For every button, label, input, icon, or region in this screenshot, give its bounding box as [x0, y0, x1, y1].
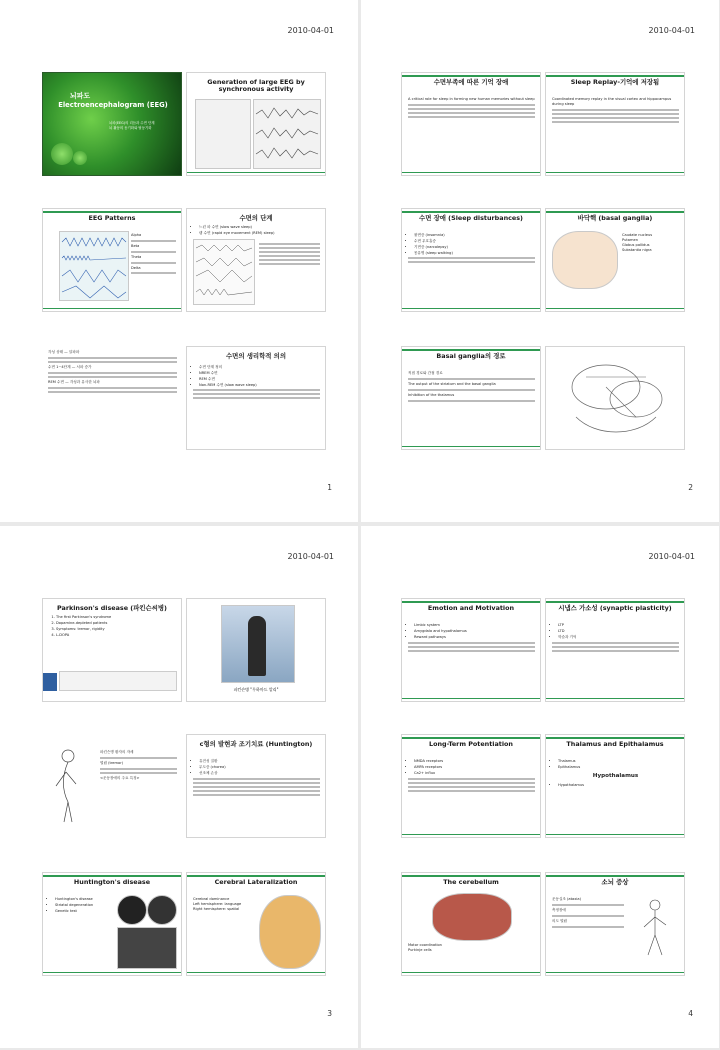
bullet: • Ca2+ influx — [414, 771, 535, 776]
bullet: Right hemisphere: spatial — [193, 906, 240, 911]
slide-bullets — [193, 365, 320, 401]
neuron-figure — [195, 99, 251, 169]
bullet: Beta — [131, 243, 140, 248]
slide-bullets — [49, 615, 176, 638]
bullet: 4. L-DOPA — [56, 633, 176, 638]
slide-title: Parkinson's disease (파킨슨씨병) — [57, 604, 167, 612]
slide-title: Emotion and Motivation — [427, 604, 515, 612]
slide-synaptic-plasticity — [545, 598, 685, 702]
basal-ganglia-figure — [552, 231, 618, 289]
slide-eeg-title — [42, 72, 182, 176]
slide-sleep-replay — [545, 72, 685, 176]
slide-sleep-disturbances — [401, 208, 541, 312]
page-number: 3 — [327, 1009, 332, 1018]
slide-huntingtons — [42, 872, 182, 976]
slide-title: Basal ganglia의 경로 — [436, 352, 506, 360]
bullet: Motor coordination — [408, 943, 442, 947]
eeg-pattern-waves — [60, 232, 128, 300]
slide-bullets — [193, 897, 255, 912]
slide-title: 소뇌 증상 — [601, 878, 629, 886]
handout-page-1 — [0, 0, 358, 522]
bullet: • Epithalamus — [558, 765, 679, 770]
bullet: Theta — [131, 254, 142, 259]
bullet: Coordinated memory replay in the visual cortex and hippocampus during sleep — [552, 97, 672, 106]
bullet: • Reward pathways — [414, 635, 535, 640]
photo-image — [221, 605, 295, 683]
slide-title: 수면의 생리학적 의의 — [225, 352, 286, 360]
slide-pathway-diagram — [545, 346, 685, 450]
bullet: • 기면증 (narcolepsy) — [414, 245, 535, 250]
bullet: • Striatal degeneration — [55, 903, 111, 908]
slide-title: Huntington's disease — [73, 878, 151, 886]
slide-title: 수면 장애 (Sleep disturbances) — [419, 214, 523, 222]
slide-huntington-early — [186, 734, 326, 838]
posture-figure-icon — [48, 746, 88, 826]
slide-bullets — [622, 233, 679, 252]
slide-bullets — [193, 225, 320, 237]
bullet: Delta — [131, 265, 141, 270]
slide-title: 뇌파도 — [69, 92, 91, 100]
bullet: 운동실조 (ataxia) — [552, 897, 581, 901]
slide-thalamus — [545, 734, 685, 838]
slide-parkinsons — [42, 598, 182, 702]
bullet: 파킨슨병 환자의 자세 — [100, 750, 134, 754]
bullet: • Genetic test — [55, 909, 111, 914]
bullet: Purkinje cells — [408, 947, 432, 952]
slide-bullets — [552, 623, 679, 654]
bullet: • REM 수면 — [199, 377, 320, 382]
bullet: • Limbic system — [414, 623, 535, 628]
bullet: 뇌파(EEG)의 리듬과 수면 단계 — [109, 121, 155, 125]
slide-title: c형의 발현과 조기치료 (Huntington) — [199, 740, 313, 748]
sleep-wave-figure — [193, 239, 255, 305]
slide-sleep-notes — [42, 346, 182, 450]
bullet: 3. Symptoms: tremor, rigidity — [56, 627, 176, 632]
page-date: 2010-04-01 — [648, 26, 695, 35]
slide-bullets — [552, 97, 679, 125]
brain-scan-2 — [147, 895, 177, 925]
slide-basal-ganglia-pathways — [401, 346, 541, 450]
bullet: • 무도증 (chorea) — [199, 765, 320, 770]
bullet: 각성 상태 — 알파파 — [48, 350, 80, 354]
bullet: • 학습과 기억 — [558, 635, 679, 640]
bullet: • 불면증 (insomnia) — [414, 233, 535, 238]
slide-bullets — [100, 750, 177, 781]
slide-cerebral-lateralization — [186, 872, 326, 976]
slide-basal-ganglia — [545, 208, 685, 312]
page-date: 2010-04-01 — [287, 26, 334, 35]
bullet: 1. The first Parkinson's syndrome — [56, 615, 176, 620]
page-number: 1 — [327, 483, 332, 492]
brain-scan-3 — [117, 927, 177, 969]
gait-figure-strip — [59, 671, 177, 691]
bullet: Cerebral dominance — [193, 897, 230, 901]
slide-emotion-motivation — [401, 598, 541, 702]
slide-bullets — [552, 897, 624, 930]
slide-large-eeg — [186, 72, 326, 176]
bullet: Inhibition of the thalamus — [408, 392, 455, 397]
bullet: • 몽유병 (sleep walking) — [414, 251, 535, 256]
handout-page-2 — [361, 0, 719, 522]
slide-eeg-patterns — [42, 208, 182, 312]
slide-title: Generation of large EEG by synchronous activity — [207, 78, 305, 94]
bullet: • NMDA receptors — [414, 759, 535, 764]
bullet: • 렘 수면 (rapid eye movement (REM) sleep) — [199, 231, 320, 236]
slide-bullets — [408, 943, 535, 953]
eeg-chart — [59, 231, 129, 301]
slide-title: Long-Term Potentiation — [429, 740, 513, 748]
slide-title: 바닥핵 (basal ganglia) — [577, 214, 653, 222]
bullet: 의도 떨림 — [552, 918, 568, 923]
slide-parkinson-posture — [42, 734, 182, 838]
handout-page-4 — [361, 526, 719, 1048]
slide-cerebellum — [401, 872, 541, 976]
eeg-waves-icon — [254, 100, 320, 168]
bullet: • Non-REM 수면 (slow wave sleep) — [199, 383, 320, 388]
bullet: • AMPA receptors — [414, 765, 535, 770]
bullet: 뇌 활동의 동기화와 탈동기화 — [109, 125, 152, 130]
bullet: • LTD — [558, 629, 679, 634]
slide-title: 수면부족에 따른 기억 장애 — [433, 78, 509, 86]
brain-hemispheres-figure — [259, 895, 321, 969]
side-label-box — [43, 673, 57, 691]
bullet: • Huntington's disease — [55, 897, 111, 902]
bullet: • NREM 수면 — [199, 371, 320, 376]
slide-title: Thalamus and Epithalamus — [566, 740, 664, 748]
bullet: • Hypothalamus — [558, 783, 679, 788]
bullet: Globus pallidus — [622, 242, 650, 247]
bullet: • Amygdala and hypothalamus — [414, 629, 535, 634]
handout-page-3 — [0, 526, 358, 1048]
bullet: • Thalamus — [558, 759, 679, 764]
bullet: • LTP — [558, 623, 679, 628]
bullet: REM 수면 — 각성과 유사한 뇌파 — [48, 379, 100, 384]
bullet: 2. Dopamine-depleted patients — [56, 621, 176, 626]
slide-bullets — [408, 97, 535, 120]
slide-bullets — [408, 623, 535, 654]
slide-subtitle: Electroencephalogram (EEG) — [58, 101, 168, 109]
bullet: Left hemisphere: language — [193, 901, 242, 906]
bullet: Substantia nigra — [622, 247, 652, 252]
slide-bullets — [131, 233, 176, 276]
slide-cerebellar-symptoms — [545, 872, 685, 976]
slide-bullets — [552, 759, 679, 789]
bullet: <운동장애의 주요 특징> — [100, 775, 140, 780]
bullet: Caudate nucleus — [622, 233, 653, 237]
bullet: 직접 경로와 간접 경로 — [408, 371, 443, 375]
slide-title: 수면의 단계 — [239, 214, 273, 222]
slide-title: EEG Patterns — [88, 214, 136, 222]
bullet: 수면 1~4단계 — 서파 증가 — [48, 364, 92, 369]
slide-ali-photo — [186, 598, 326, 702]
slide-title: Cerebral Lateralization — [214, 878, 298, 886]
bullet: Alpha — [131, 233, 142, 237]
bullet: • 느린 파 수면 (slow wave sleep) — [199, 225, 320, 230]
slide-bullets — [48, 350, 177, 395]
slide-title: Sleep Replay-기억에 저장됨 — [570, 78, 660, 86]
slide-sleep-physiology — [186, 346, 326, 450]
page-number: 2 — [688, 483, 693, 492]
bullet: • 선조체 손상 — [199, 771, 320, 776]
bullet: • 수면 단계 정의 — [199, 365, 320, 370]
page-date: 2010-04-01 — [287, 552, 334, 561]
slide-bullets — [193, 759, 320, 798]
slide-sleep-memory — [401, 72, 541, 176]
subheading: Hypothalamus — [592, 772, 639, 779]
bullet: • 수면 무호흡증 — [414, 239, 535, 244]
bullet: A critical role for sleep in forming new human memories without sleep — [408, 97, 535, 101]
pathway-diagram-icon — [546, 347, 684, 447]
photo-caption: 파킨슨병 "무하마드 알리" — [233, 687, 279, 692]
bullet: The output of the striatum and the basal ganglia — [408, 381, 496, 386]
slide-title: 시냅스 가소성 (synaptic plasticity) — [558, 604, 672, 612]
brain-scan-1 — [117, 895, 147, 925]
slide-bullets — [49, 897, 111, 915]
bullet: • 유전성 질환 — [199, 759, 320, 764]
person-sketch-icon — [630, 895, 680, 965]
page-date: 2010-04-01 — [648, 552, 695, 561]
slide-ltp — [401, 734, 541, 838]
slide-bullets — [408, 371, 535, 404]
slide-sleep-stages — [186, 208, 326, 312]
slide-bullets — [408, 759, 535, 794]
slide-bullets — [408, 233, 535, 265]
slide-title: The cerebellum — [443, 878, 499, 886]
sleep-waves — [194, 240, 254, 304]
bullet: 측정장애 — [552, 907, 566, 912]
page-number: 4 — [688, 1009, 693, 1018]
cerebellum-figure — [432, 893, 512, 941]
eeg-trace-figure — [253, 99, 321, 169]
bullet: 떨림 (tremor) — [100, 760, 124, 765]
slide-bullets — [109, 121, 179, 131]
bullet: Putamen — [622, 237, 638, 242]
